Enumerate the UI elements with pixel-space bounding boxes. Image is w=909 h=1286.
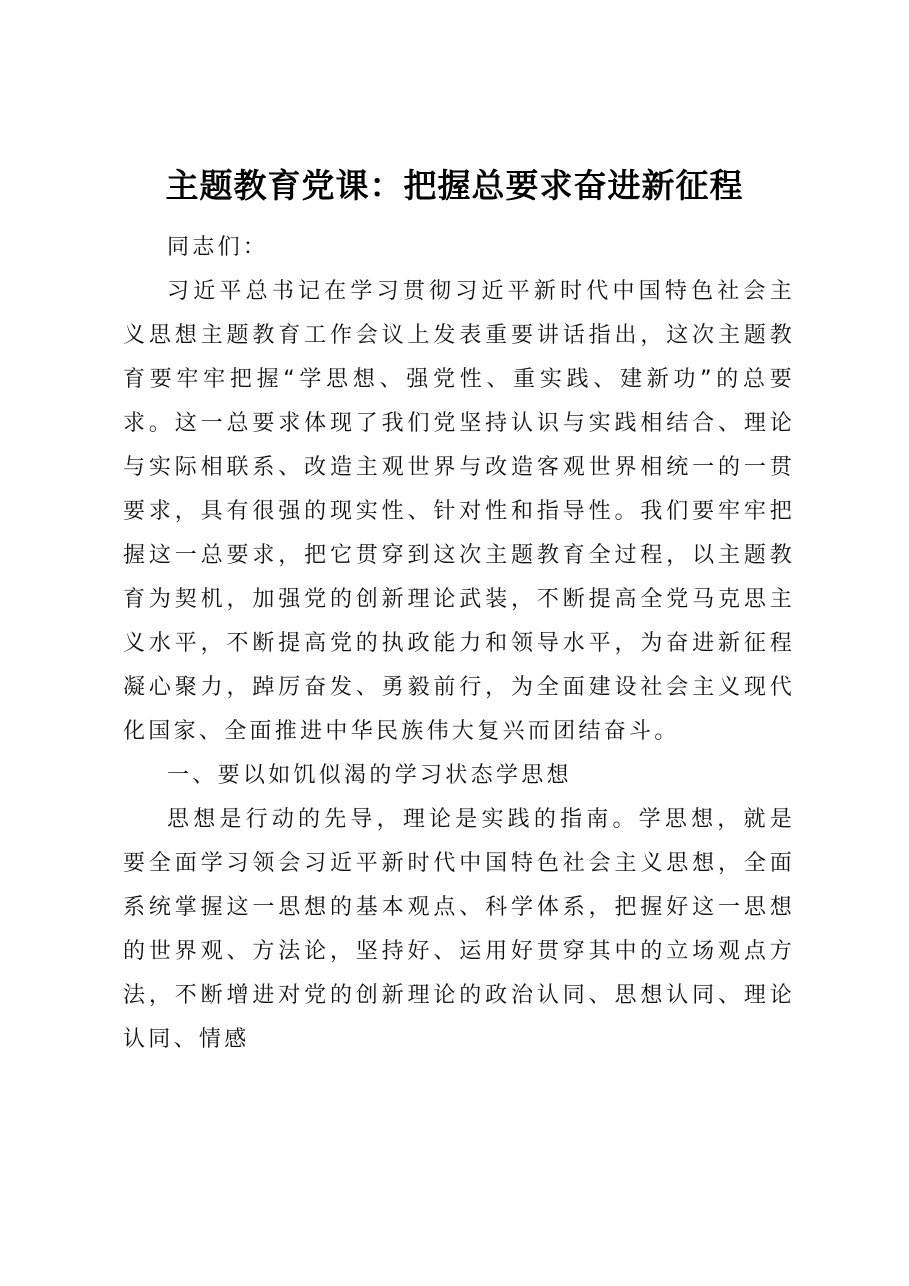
section-heading: 一、要以如饥似渴的学习状态学思想 — [167, 763, 572, 788]
section-paragraph: 思想是行动的先导，理论是实践的指南。学思想，就是要全面学习领会习近平新时代中国特色社会主义思想，全面系统掌握这一思想的基本观点、科学体系，把握好这一思想的世界观、方法论，坚持好、运用好贯穿其中的立场观点方法，不断增进对党的创新理论的政治认同、思想认同、理论认同、情感 — [123, 807, 795, 1052]
salutation-paragraph: 同志们： — [167, 235, 269, 260]
document-title: 主题教育党课：把握总要求奋进新征程 — [165, 166, 744, 205]
intro-paragraph: 习近平总书记在学习贯彻习近平新时代中国特色社会主义思想主题教育工作会议上发表重要讲话指出，这次主题教育要牢牢把握“学思想、强党性、重实践、建新功”的总要求。这一总要求体现了我们党坚持认识与实践相结合、理论与实际相联系、改造主观世界与改造客观世界相统一的一贯要求，具有很强的现实性、针对性和指导性。我们要牢牢把握这一总要求，把它贯穿到这次主题教育全过程，以主题教育为契机，加强党的创新理论武装，不断提高全党马克思主义水平，不断提高党的执政能力和领导水平，为奋进新征程凝心聚力，踔厉奋发、勇毅前行，为全面建设社会主义现代化国家、全面推进中华民族伟大复兴而团结奋斗。 — [123, 279, 795, 744]
document-body — [123, 226, 795, 1062]
